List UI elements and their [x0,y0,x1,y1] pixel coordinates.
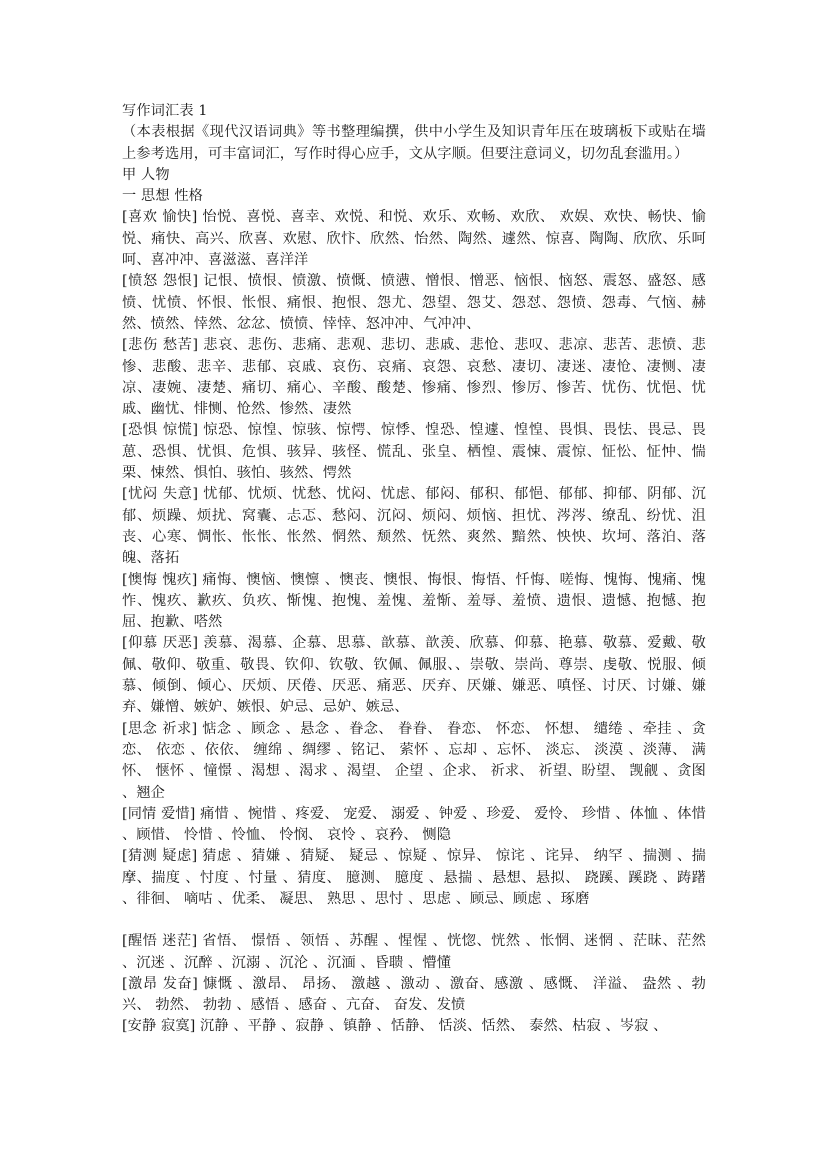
vocab-entry-sorrow [122,335,706,420]
entry-words: 猜虑 、猜嫌 、猜疑、 疑忌 、惊疑 、惊异、 惊诧 、诧异、 纳罕 、揣测 、揣摩、揣度 、忖度 、忖量 、猜度、 臆测、 臆度 、悬揣 、悬想、悬拟、 跷蹊、蹊跷 、踌躇 、徘徊、 嘀咕 、优柔、 凝思、 熟思 、思忖 、思虑 、顾忌、顾虑 、琢磨 [122,848,706,907]
vocab-entry-joy [122,207,706,271]
entry-words: 惊恐、惊惶、惊骇、惊愕、惊悸、惶恐、惶遽、惶惶、畏惧、畏怯、畏忌、畏葸、恐惧、忧惧、危惧、骇异、骇怪、慌乱、张皇、栖惶、震悚、震惊、怔忪、怔忡、惴栗、悚然、惧怕、骇怕、骇然、愕然 [122,422,706,482]
entry-words: 省悟、 憬悟 、领悟 、苏醒 、惺惺 、恍惚、恍然 、怅惘、迷惘 、茫昧、茫然 、沉迷 、沉醉 、沉溺 、沉沦 、沉湎 、昏聩 、懵懂 [122,933,706,971]
section-heading: 甲 人物 [122,166,170,183]
vocab-entry-suspicion [122,846,706,910]
entry-label: [同情 爱惜] [122,805,196,822]
vocab-entry-melancholy [122,484,706,569]
entry-words: 痛惜 、惋惜 、疼爱、 宠爱、 溺爱 、钟爱 、珍爱、 爱怜、 珍惜 、体恤 、体惜 、顾惜、 怜惜 、怜恤、 怜悯、 哀怜 、哀矜、 恻隐 [122,805,706,844]
entry-label: [思念 祈求] [122,720,198,737]
vocab-entry-anger [122,271,706,335]
entry-words: 痛悔、懊恼、懊懔 、懊丧、懊恨、悔恨、悔悟、忏悔、嗟悔、愧悔、愧痛、愧怍、愧疚、歉疚、负疚、惭愧、抱愧、羞愧、羞惭、羞辱、羞愤、遗恨、遗憾、抱憾、抱屈、抱歉、嗒然 [122,571,706,631]
document-title: 写作词汇表 1 [122,103,208,119]
blank-line [122,910,706,931]
entry-label: [悲伤 愁苦] [122,337,199,354]
vocab-entry-fear [122,420,706,484]
entry-words: 怡悦、喜悦、喜幸、欢悦、和悦、欢乐、欢畅、欢欣、 欢娱、欢快、畅快、愉悦、痛快、高兴、欣喜、欢慰、欣忭、欣然、怡然、陶然、遽然、惊喜、陶陶、欣欣、乐呵呵、喜冲冲、喜滋滋、喜洋洋 [122,209,706,269]
entry-label: [醒悟 迷茫] [122,933,198,950]
subsection-heading: 一 思想 性格 [122,188,204,205]
entry-label: [安静 寂寞] [122,1018,196,1035]
intro-note: （本表根据《现代汉语词典》等书整理编撰，供中小学生及知识青年压在玻璃板下或贴在墙上参考选用，可丰富词汇，写作时得心应手，文从字顺。但要注意词义，切勿乱套滥用。） [122,124,706,162]
entry-words: 悲哀、悲伤、悲痛、悲观、悲切、悲戚、悲怆、悲叹、悲凉、悲苦、悲愤、悲惨、悲酸、悲辛、悲郁、哀戚、哀伤、哀痛、哀怨、哀愁、凄切、凄迷、凄怆、凄恻、凄凉、凄婉、凄楚、痛切、痛心、辛酸、酸楚、惨痛、惨烈、惨厉、惨苦、忧伤、忧悒、忧戚、幽忧、悱恻、怆然、惨然、凄然 [122,337,706,418]
document-page [122,101,706,1038]
entry-words: 沉静 、平静 、寂静 、镇静 、恬静、 恬淡、恬然、 泰然、枯寂 、岑寂 、 [195,1018,668,1035]
vocab-entry-awakening [122,931,706,974]
vocab-entry-admiration [122,633,706,718]
entry-words: 慷慨 、激昂、 昂扬、 激越 、激动 、激奋、感激 、感慨、 洋溢、 盎然 、勃兴、 勃然、 勃勃 、感悟 、感奋 、亢奋、 奋发、发愤 [122,975,706,1014]
entry-label: [恐惧 惊慌] [122,422,199,439]
entry-words: 惦念 、顾念 、悬念 、眷念、 眷眷、 眷恋、 怀恋、 怀想、 缱绻 、牵挂 、贪恋、 依恋 、依依、 缠绵 、绸缪 、铭记、 萦怀 、忘却 、忘怀、 淡忘、 淡漠 、淡薄、 满怀、 惬怀 、憧憬 、渴想 、渴求 、渴望、 企望 、企求、 祈求、 祈望、盼望、 觊觎 、贪图 、翘企 [122,720,706,801]
vocab-entry-calm [122,1016,706,1037]
vocab-entry-longing [122,719,706,804]
vocab-entry-excitement [122,974,706,1017]
entry-words: 羡慕、渴慕、企慕、思慕、歆慕、歆羡、欣慕、仰慕、艳慕、敬慕、爱戴、敬佩、敬仰、敬重、敬畏、钦仰、钦敬、钦佩、佩服、、崇敬、崇尚、尊崇、虔敬、悦服、倾慕、倾倒、倾心、厌烦、厌倦、厌恶、痛恶、厌弃、厌嫌、嫌恶、嗔怪、讨厌、讨嫌、嫌弃、嫌憎、嫉妒、嫉恨、妒忌、忌妒、嫉忌、 [122,635,706,716]
entry-label: [喜欢 愉快] [122,209,198,226]
entry-label: [猜测 疑虑] [122,848,198,865]
entry-words: 记恨、愤恨、愤激、愤慨、愤懑、憎恨、憎恶、恼恨、恼怒、震怒、盛怒、感愤、忧愤、怀恨、怅恨、痛恨、抱恨、怨尤、怨望、怨艾、怨怼、怨愤、怨毒、气恼、赫然、愤然、悻然、忿忿、愤愤、悻悻、怒冲冲、气冲冲、 [122,273,706,332]
entry-label: [仰慕 厌恶] [122,635,199,652]
entry-label: [愤怒 怨恨] [122,273,199,290]
vocab-entry-sympathy [122,804,706,847]
entry-label: [忧闷 失意] [122,486,199,503]
entry-words: 忧郁、忧烦、忧愁、忧闷、忧虑、郁闷、郁积、郁悒、郁郁、抑郁、阴郁、沉郁、烦躁、烦扰、窝囊、忐忑、愁闷、沉闷、烦闷、烦恼、担忧、涔涔、缭乱、纷忧、沮丧、心寒、惆怅、怅怅、怅然、惘然、颓然、怃然、爽然、黯然、怏怏、坎坷、落泊、落魄、落拓 [122,486,706,567]
entry-label: [懊悔 愧疚] [122,571,198,588]
entry-label: [激昂 发奋] [122,975,198,992]
vocab-entry-regret [122,570,706,634]
